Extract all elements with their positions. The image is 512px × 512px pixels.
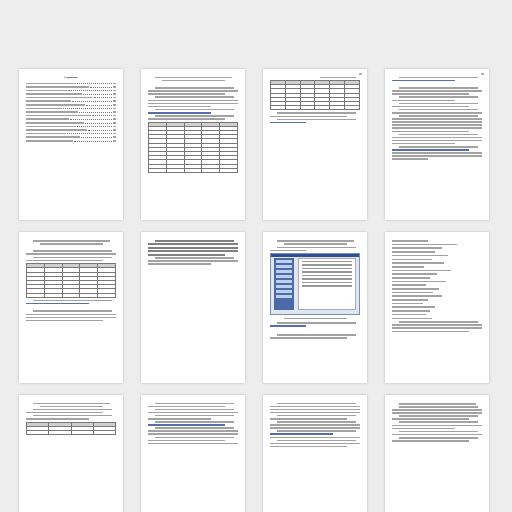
page-thumbnail-10[interactable] [141,395,245,512]
page-thumbnail-6[interactable] [141,232,245,383]
embedded-screenshot [270,253,360,315]
data-table [26,422,116,436]
data-table [26,263,116,298]
page-thumbnail-4[interactable] [385,69,489,220]
page-thumbnail-2[interactable] [141,69,245,220]
page-thumbnail-11[interactable] [263,395,367,512]
data-table [148,122,238,173]
item-list [392,240,482,319]
page-thumbnail-5[interactable] [19,232,123,383]
data-table [270,80,360,110]
page-thumbnail-7[interactable] [263,232,367,383]
page-thumbnail-12[interactable] [385,395,489,512]
page-thumbnail-3[interactable] [263,69,367,220]
page-thumbnail-8[interactable] [385,232,489,383]
page-thumbnail-1[interactable] [19,69,123,220]
page-thumbnail-9[interactable] [19,395,123,512]
toc-heading: Содержание [64,76,78,79]
